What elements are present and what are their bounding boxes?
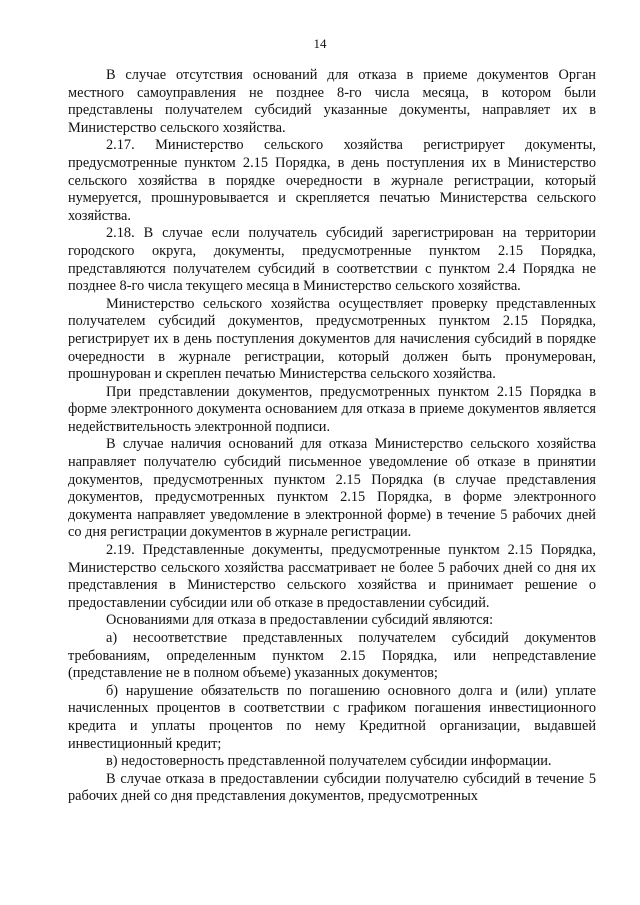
paragraph: В случае отказа в предоставлении субсидии получателю субсидий в течение 5 рабочих дней со дня представления документов, предусмотренных: [68, 770, 596, 805]
paragraph: В случае отсутствия оснований для отказа в приеме документов Орган местного самоуправления не позднее 8-го числа месяца, в котором были представлены получателем субсидий указанные документы, направляет их в Министерство сельского хозяйства.: [68, 67, 596, 136]
paragraph: Основаниями для отказа в предоставлении субсидий являются:: [106, 612, 494, 629]
paragraph: В случае наличия оснований для отказа Министерство сельского хозяйства направляет получателю субсидий письменное уведомление об отказе в принятии документов, предусмотренных пунктом 2.15 Порядка (в случае представления документов, предусмотренных пунктом 2.15 Порядка, в форме электронного документа направляет уведомление в электронной форме) в течение 5 рабочих дней со дня регистрации документов в журнале регистрации.: [68, 436, 596, 541]
paragraph: а) несоответствие представленных получателем субсидий документов требованиям, определенным пунктом 2.15 Порядка, или непредставление (представление не в полном объеме) указанных документов;: [68, 630, 596, 682]
paragraph: в) недостоверность представленной получателем субсидии информации.: [106, 753, 552, 770]
paragraph: 2.18. В случае если получатель субсидий зарегистрирован на территории городского округа, документы, предусмотренные пунктом 2.15 Порядка, представляются получателем субсидий в соответствии с пунктом 2.4 Порядка не позднее 8-го числа текущего месяца в Министерство сельского хозяйства.: [68, 225, 596, 295]
paragraph: 2.17. Министерство сельского хозяйства регистрирует документы, предусмотренные пунктом 2.15 Порядка, в день поступления их в Министерство сельского хозяйства в порядке очередности в журнале регистрации, который нумеруется, прошнуровывается и скрепляется печатью Министерства сельского хозяйства.: [68, 137, 596, 224]
paragraph: Министерство сельского хозяйства осуществляет проверку представленных получателем субсидий документов, предусмотренных пунктом 2.15 Порядка, регистрирует их в день поступления документов для начисления субсидий в порядке очередности в журнале регистрации, который должен быть пронумерован, прошнурован и скреплен печатью Министерства сельского хозяйства.: [68, 295, 596, 383]
document-body: [68, 67, 596, 806]
page-number: 14: [313, 36, 327, 51]
paragraph: При представлении документов, предусмотренных пунктом 2.15 Порядка в форме электронного документа основанием для отказа в приеме документов является недействительность электронной подписи.: [68, 383, 596, 435]
paragraph: б) нарушение обязательств по погашению основного долга и (или) уплате начисленных процентов в соответствии с графиком погашения инвестиционного кредита и уплаты процентов по нему Кредитной организации, выдавшей инвестиционный кредит;: [68, 682, 596, 752]
paragraph: 2.19. Представленные документы, предусмотренные пунктом 2.15 Порядка, Министерство сельского хозяйства рассматривает не более 5 рабочих дней со дня их представления в Министерство сельского хозяйства и принимает решение о предоставлении субсидии или об отказе в предоставлении субсидий.: [68, 542, 596, 611]
